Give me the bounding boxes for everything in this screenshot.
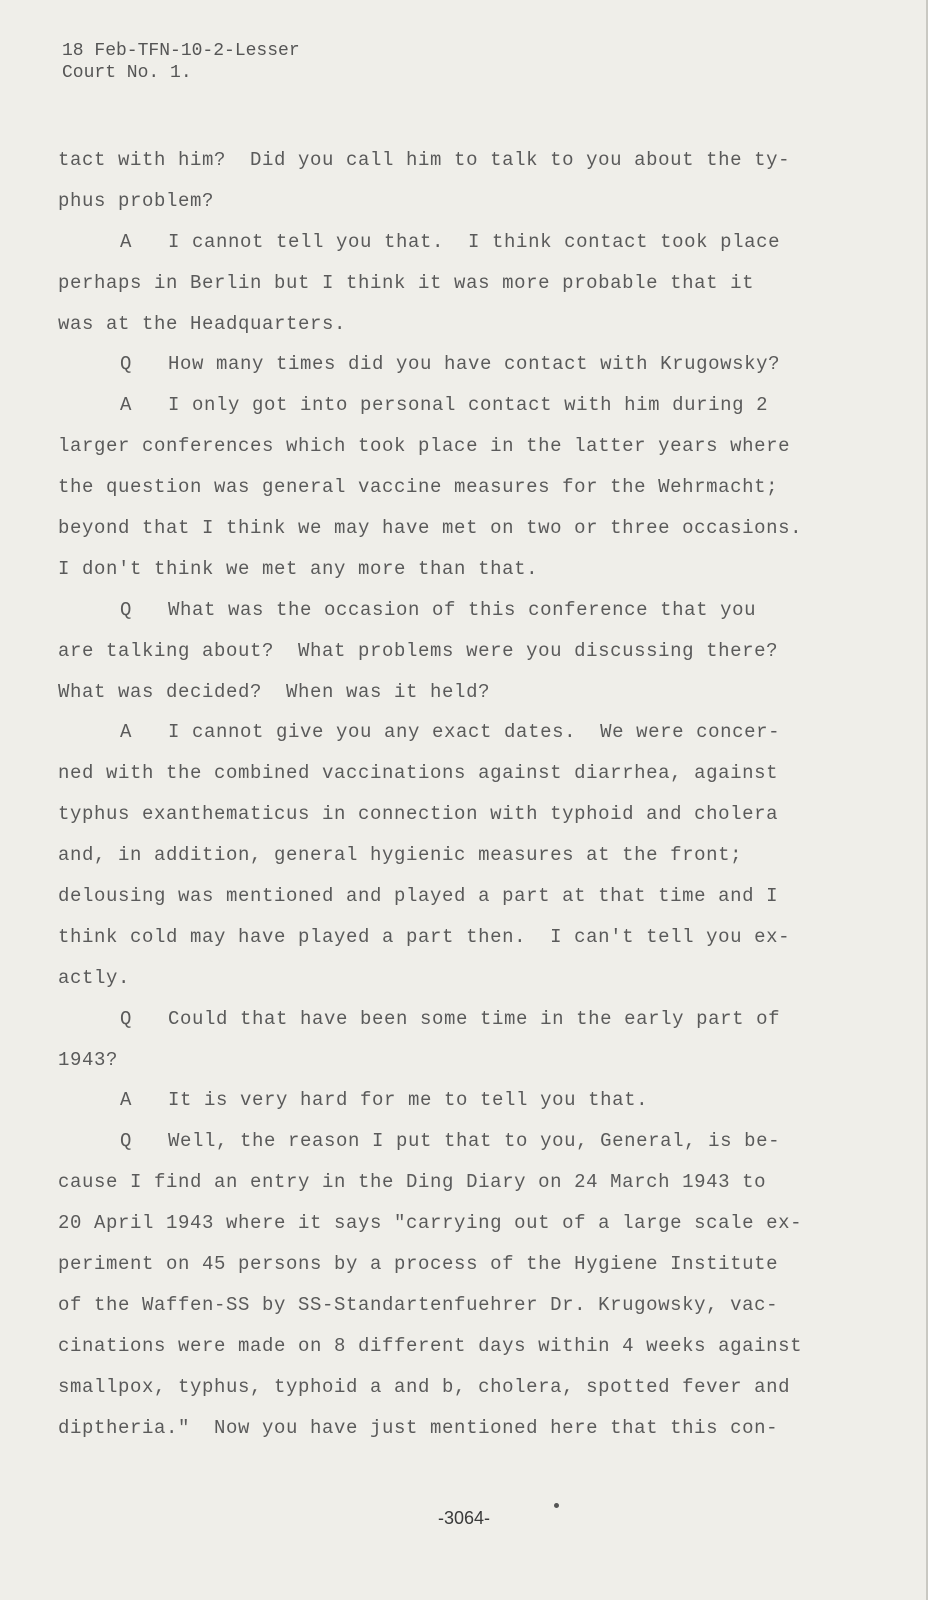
- transcript-line: Q Could that have been some time in the early part of: [120, 1007, 781, 1030]
- transcript-line: perhaps in Berlin but I think it was more probable that it: [58, 271, 755, 294]
- transcript-line: 1943?: [58, 1048, 119, 1071]
- transcript-body: [58, 140, 818, 1449]
- transcript-line: delousing was mentioned and played a part at that time and I: [58, 885, 779, 908]
- transcript-line: was at the Headquarters.: [58, 312, 347, 335]
- transcript-line: actly.: [58, 966, 131, 989]
- transcript-line: of the Waffen-SS by SS-Standartenfuehrer Dr. Krugowsky, vac-: [58, 1293, 779, 1316]
- transcript-line: I don't think we met any more than that.: [58, 557, 539, 580]
- page-number: -3064-: [437, 1508, 491, 1528]
- transcript-line: beyond that I think we may have met on two or three occasions.: [58, 517, 803, 540]
- header-court: Court No. 1.: [62, 63, 192, 83]
- transcript-line: ned with the combined vaccinations against diarrhea, against: [58, 762, 779, 785]
- transcript-line: smallpox, typhus, typhoid a and b, cholera, spotted fever and: [58, 1375, 791, 1398]
- header-docket: 18 Feb-TFN-10-2-Lesser: [62, 41, 300, 61]
- transcript-line: larger conferences which took place in the latter years where: [58, 435, 791, 458]
- transcript-line: and, in addition, general hygienic measures at the front;: [58, 844, 743, 867]
- ink-speck: [554, 1503, 559, 1508]
- transcript-line: Q What was the occasion of this conference that you: [120, 598, 757, 621]
- transcript-line: the question was general vaccine measures for the Wehrmacht;: [58, 476, 779, 499]
- transcript-line: cinations were made on 8 different days within 4 weeks against: [58, 1334, 803, 1357]
- transcript-line: Q Well, the reason I put that to you, General, is be-: [120, 1130, 781, 1153]
- transcript-line: typhus exanthematicus in connection with typhoid and cholera: [58, 803, 779, 826]
- transcript-line: cause I find an entry in the Ding Diary on 24 March 1943 to: [58, 1171, 767, 1194]
- transcript-line: diptheria." Now you have just mentioned here that this con-: [58, 1416, 779, 1439]
- transcript-line: 20 April 1943 where it says "carrying out of a large scale ex-: [58, 1212, 803, 1235]
- transcript-line: are talking about? What problems were you discussing there?: [58, 639, 779, 662]
- transcript-line: phus problem?: [58, 189, 215, 212]
- transcript-line: think cold may have played a part then. I can't tell you ex-: [58, 925, 791, 948]
- transcript-line: A I only got into personal contact with him during 2: [120, 394, 769, 417]
- transcript-line: A I cannot give you any exact dates. We were concer-: [120, 721, 781, 744]
- transcript-line: A It is very hard for me to tell you that.: [120, 1089, 649, 1112]
- transcript-line: tact with him? Did you call him to talk to you about the ty-: [58, 149, 791, 171]
- transcript-line: Q How many times did you have contact with Krugowsky?: [120, 353, 781, 376]
- transcript-line: periment on 45 persons by a process of the Hygiene Institute: [58, 1253, 779, 1276]
- transcript-line: What was decided? When was it held?: [58, 680, 491, 703]
- transcript-line: A I cannot tell you that. I think contact took place: [120, 230, 781, 253]
- document-header: [62, 40, 300, 84]
